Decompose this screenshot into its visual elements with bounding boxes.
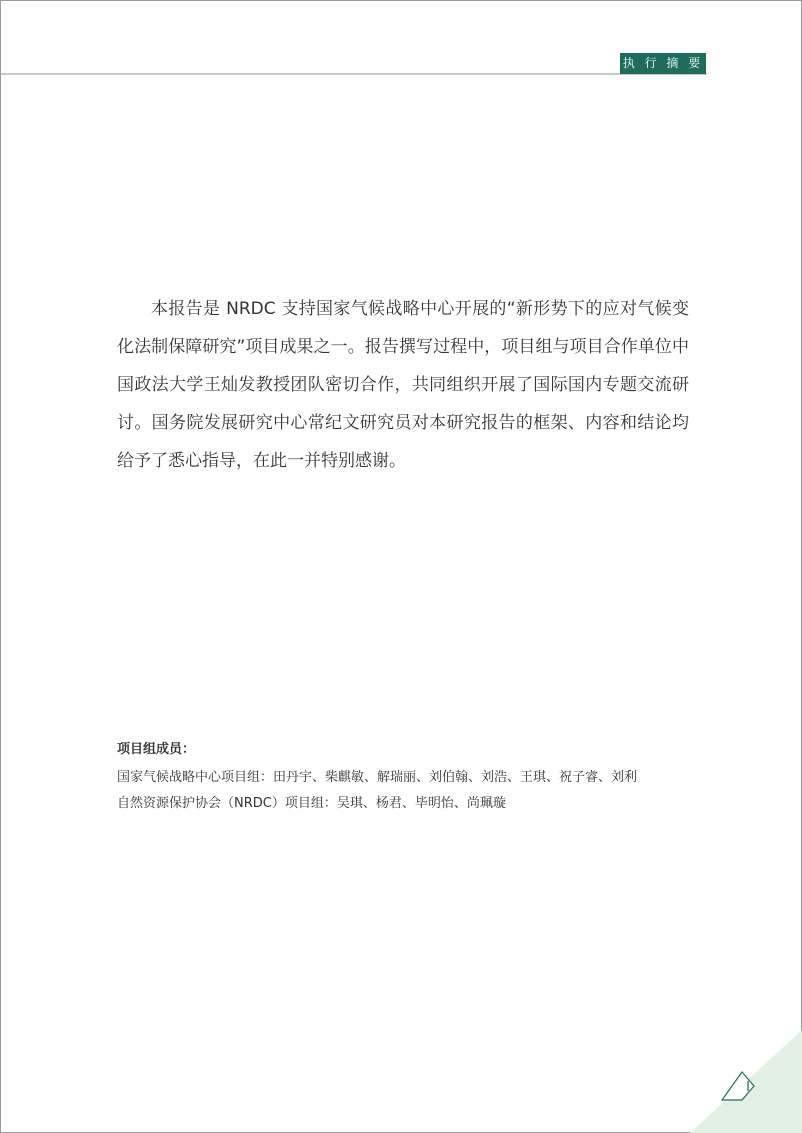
project-members bbox=[117, 739, 697, 817]
acknowledgement-paragraph: 本报告是 NRDC 支持国家气候战略中心开展的“新形势下的应对气候变化法制保障研究”项目成果之一。报告撰写过程中，项目组与项目合作单位中国政法大学王灿发教授团队密切合作，共同组织开展了国际国内专题交流研讨。国务院发展研究中心常纪文研究员对本研究报告的框架、内容和结论均给予了悉心指导，在此一并特别感谢。 bbox=[117, 299, 689, 471]
members-title: 项目组成员： bbox=[117, 742, 196, 757]
header-rule bbox=[1, 73, 707, 75]
section-tab: 执 行 摘 要 bbox=[620, 53, 706, 74]
page-number: I bbox=[746, 1080, 750, 1095]
members-line-nrdc: 自然资源保护协会（NRDC）项目组：吴琪、杨君、毕明怡、尚珮璇 bbox=[117, 796, 506, 811]
members-line-ncsc: 国家气候战略中心项目组：田丹宇、柴麒敏、解瑞丽、刘伯翰、刘浩、王琪、祝子睿、刘利 bbox=[117, 770, 638, 785]
corner-decoration bbox=[690, 1030, 802, 1133]
